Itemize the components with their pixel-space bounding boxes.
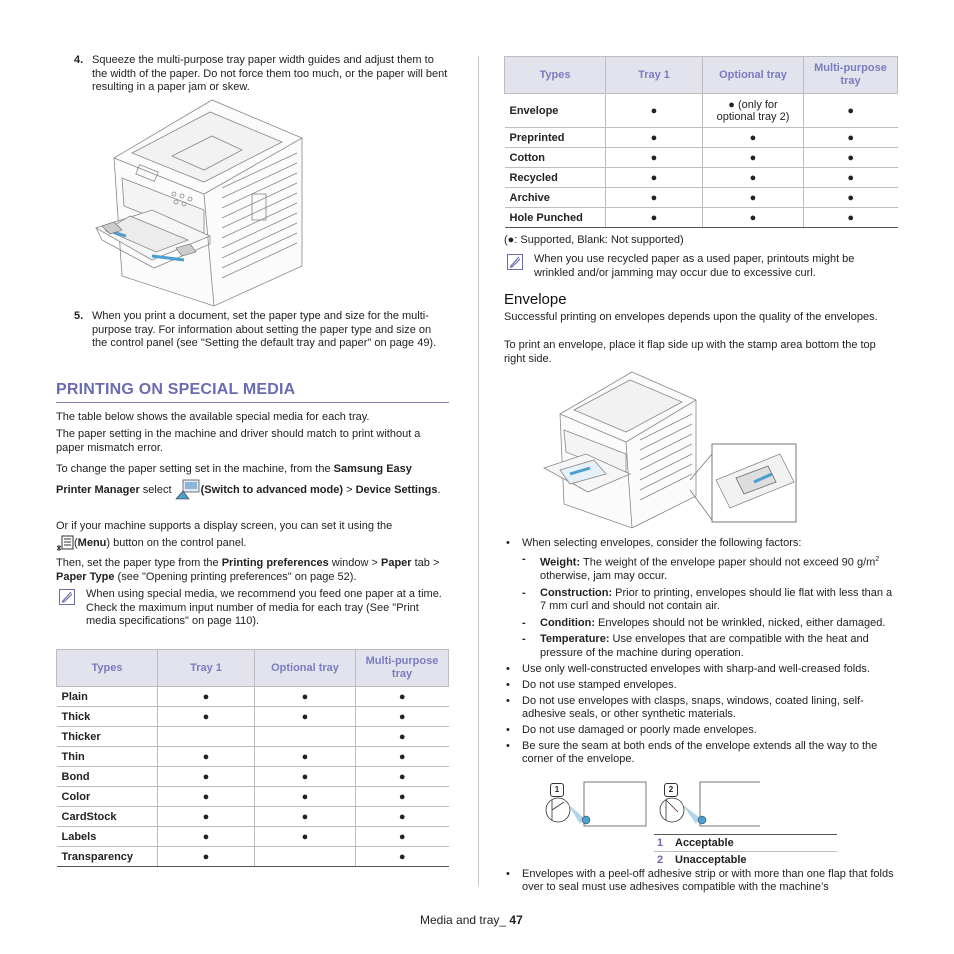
support-cell: ●: [356, 807, 449, 827]
media-type-cell: Color: [57, 787, 158, 807]
support-cell: ●: [804, 128, 898, 148]
media-type-cell: Archive: [505, 188, 606, 208]
bullet-item: • Be sure the seam at both ends of the envelope extends all the way to the corner of the envelope.: [504, 740, 899, 766]
envelope-seam-figure: [540, 778, 760, 834]
media-type-cell: Preprinted: [505, 128, 606, 148]
support-cell: ●: [255, 687, 356, 707]
support-cell: ●: [158, 827, 255, 847]
figure-legend: 1 Acceptable 2 Unacceptable: [654, 834, 837, 868]
advanced-mode-icon: [175, 479, 201, 501]
table-row: [505, 208, 898, 228]
envelope-heading: Envelope: [504, 291, 567, 308]
support-cell: ●: [804, 188, 898, 208]
col-header-tray1: Tray 1: [158, 650, 255, 687]
table-row: [57, 687, 449, 707]
support-cell: ●: [255, 827, 356, 847]
support-cell: ●: [255, 807, 356, 827]
support-cell: ●: [606, 94, 703, 128]
figure-badge-2: 2: [664, 783, 678, 797]
media-type-cell: Cotton: [505, 148, 606, 168]
paragraph-setting-match: The paper setting in the machine and driver should match to print without a paper mismatch error.: [56, 428, 421, 454]
step-4: [74, 54, 449, 95]
table-row: [57, 767, 449, 787]
page-number: 47: [509, 913, 523, 927]
bullet-item: • Do not use damaged or poorly made envelopes.: [504, 724, 899, 737]
paragraph-table-intro: The table below shows the available special media for each tray.: [56, 411, 370, 423]
envelope-guidelines: [504, 537, 899, 769]
support-cell: ●: [158, 707, 255, 727]
paragraph-printing-preferences: Then, set the paper type from the Printing preferences window > Paper tab > Paper Type (see "Opening printing preferences" on page 52).: [56, 557, 440, 583]
support-cell: ●: [804, 168, 898, 188]
bullet-consider-factors: • When selecting envelopes, consider the following factors:: [504, 537, 899, 550]
step-5: [74, 310, 449, 351]
figure-badge-1: 1: [550, 783, 564, 797]
support-cell: ●: [255, 787, 356, 807]
samsung-easy-printer-manager: Samsung Easy Printer Manager: [56, 463, 412, 496]
note-special-media: When using special media, we recommend you feed one paper at a time. Check the maximum input number of media for each tray (See "Print media specifications" on page 110).: [86, 588, 442, 627]
support-cell: ●: [356, 767, 449, 787]
media-type-cell: Envelope: [505, 94, 606, 128]
table-legend: (●: Supported, Blank: Not supported): [504, 234, 684, 246]
media-type-cell: Recycled: [505, 168, 606, 188]
media-type-cell: CardStock: [57, 807, 158, 827]
support-cell: ●: [356, 827, 449, 847]
table-row: [505, 168, 898, 188]
media-type-cell: Thin: [57, 747, 158, 767]
support-cell: ●: [804, 148, 898, 168]
bullet-item: • Do not use stamped envelopes.: [504, 679, 899, 692]
special-media-table-right: [504, 56, 898, 228]
support-cell: ●: [158, 687, 255, 707]
support-cell: ●: [158, 767, 255, 787]
media-type-cell: Thicker: [57, 727, 158, 747]
table-row: [505, 188, 898, 208]
support-cell: ●: [606, 148, 703, 168]
support-cell: ●: [606, 128, 703, 148]
support-cell: ●: [356, 747, 449, 767]
table-row: [505, 148, 898, 168]
table-row: [57, 747, 449, 767]
printer-illustration-multipurpose-tray: [92, 98, 322, 308]
printer-illustration-envelope: [540, 370, 800, 530]
note-recycled-paper: When you use recycled paper as a used paper, printouts might be wrinkled and/or jamming may occur due to excessive curl.: [534, 253, 855, 279]
page-footer: [420, 913, 523, 927]
support-cell: ●: [356, 707, 449, 727]
support-cell: ●: [356, 787, 449, 807]
paragraph-display-screen: Or if your machine supports a display screen, you can set it using the (Menu) button on the control panel.: [56, 518, 449, 552]
table-row: [57, 807, 449, 827]
table-row: [57, 847, 449, 867]
menu-icon: [56, 535, 74, 551]
support-cell: ● (only for optional tray 2): [703, 94, 804, 128]
col-header-tray1: Tray 1: [606, 57, 703, 94]
table-row: [505, 128, 898, 148]
media-type-cell: Hole Punched: [505, 208, 606, 228]
support-cell: ●: [158, 847, 255, 867]
support-cell: ●: [703, 128, 804, 148]
media-type-cell: Plain: [57, 687, 158, 707]
paragraph-change-setting: To change the paper setting set in the machine, from the Samsung Easy Printer Manager select (Switch to advanced mode) > Device Settings.: [56, 459, 449, 501]
support-cell: [255, 847, 356, 867]
support-cell: ●: [356, 727, 449, 747]
support-cell: ●: [606, 208, 703, 228]
footer-text: Media and tray_: [420, 913, 510, 927]
col-header-multipurpose-tray: Multi-purpose tray: [356, 650, 449, 687]
media-type-cell: Labels: [57, 827, 158, 847]
table-row: [57, 827, 449, 847]
media-type-cell: Transparency: [57, 847, 158, 867]
section-title: PRINTING ON SPECIAL MEDIA: [56, 381, 296, 398]
sub-item: - Temperature: Use envelopes that are compatible with the heat and pressure of the machine during operation.: [522, 633, 869, 659]
support-cell: ●: [804, 208, 898, 228]
sub-item: - Construction: Prior to printing, envelopes should lie flat with less than a 7 mm curl and should not contain air.: [522, 586, 893, 613]
step-4-text: Squeeze the multi-purpose tray paper width guides and adjust them to the width of the paper. Do not force them too much, or the paper will bent resulting in a paper jam or skew.: [92, 54, 448, 93]
sub-item: - Weight: The weight of the envelope paper should not exceed 90 $g/m^2$ otherwise, jam may occur.: [522, 553, 880, 583]
support-cell: [255, 727, 356, 747]
support-cell: ●: [255, 767, 356, 787]
col-header-multipurpose-tray: Multi-purpose tray: [804, 57, 898, 94]
sub-item: - Condition: Envelopes should not be wrinkled, nicked, either damaged.: [522, 616, 886, 629]
support-cell: ●: [703, 188, 804, 208]
support-cell: ●: [606, 168, 703, 188]
support-cell: ●: [606, 188, 703, 208]
envelope-paragraph-placement: To print an envelope, place it flap side up with the stamp area bottom the top right side.: [504, 339, 876, 365]
table-row: [57, 707, 449, 727]
note-icon: [59, 589, 75, 605]
step-4-number: 4.: [74, 54, 84, 66]
bullet-item: • Use only well-constructed envelopes with sharp-and well-creased folds.: [504, 663, 899, 676]
col-header-optional-tray: Optional tray: [255, 650, 356, 687]
support-cell: [158, 727, 255, 747]
support-cell: ●: [255, 707, 356, 727]
table-row: [57, 787, 449, 807]
step-5-text: When you print a document, set the paper type and size for the multi-purpose tray. For information about setting the paper type and size on the control panel (see "Setting the default tray and paper" on page 49).: [92, 310, 437, 349]
col-header-types: Types: [57, 650, 158, 687]
bullet-item: • Do not use envelopes with clasps, snaps, windows, coated lining, self-adhesive seals, or other synthetic materials.: [504, 695, 899, 721]
media-type-cell: Bond: [57, 767, 158, 787]
support-cell: ●: [356, 847, 449, 867]
col-header-optional-tray: Optional tray: [703, 57, 804, 94]
support-cell: ●: [158, 787, 255, 807]
step-5-number: 5.: [74, 310, 84, 322]
envelope-paragraph-quality: Successful printing on envelopes depends upon the quality of the envelopes.: [504, 311, 878, 323]
support-cell: ●: [703, 208, 804, 228]
support-cell: ●: [158, 807, 255, 827]
special-media-table-left: [56, 649, 449, 867]
media-type-cell: Thick: [57, 707, 158, 727]
table-row: [505, 94, 898, 128]
bullet-peel-off: • Envelopes with a peel-off adhesive strip or with more than one flap that folds over to seal must use adhesives compatible with the machine’s: [504, 868, 899, 897]
support-cell: ●: [703, 168, 804, 188]
column-divider: [478, 56, 479, 886]
support-cell: ●: [356, 687, 449, 707]
section-title-rule: [56, 402, 449, 403]
support-cell: ●: [255, 747, 356, 767]
support-cell: ●: [158, 747, 255, 767]
note-icon: [507, 254, 523, 270]
col-header-types: Types: [505, 57, 606, 94]
support-cell: ●: [804, 94, 898, 128]
table-row: [57, 727, 449, 747]
support-cell: ●: [703, 148, 804, 168]
